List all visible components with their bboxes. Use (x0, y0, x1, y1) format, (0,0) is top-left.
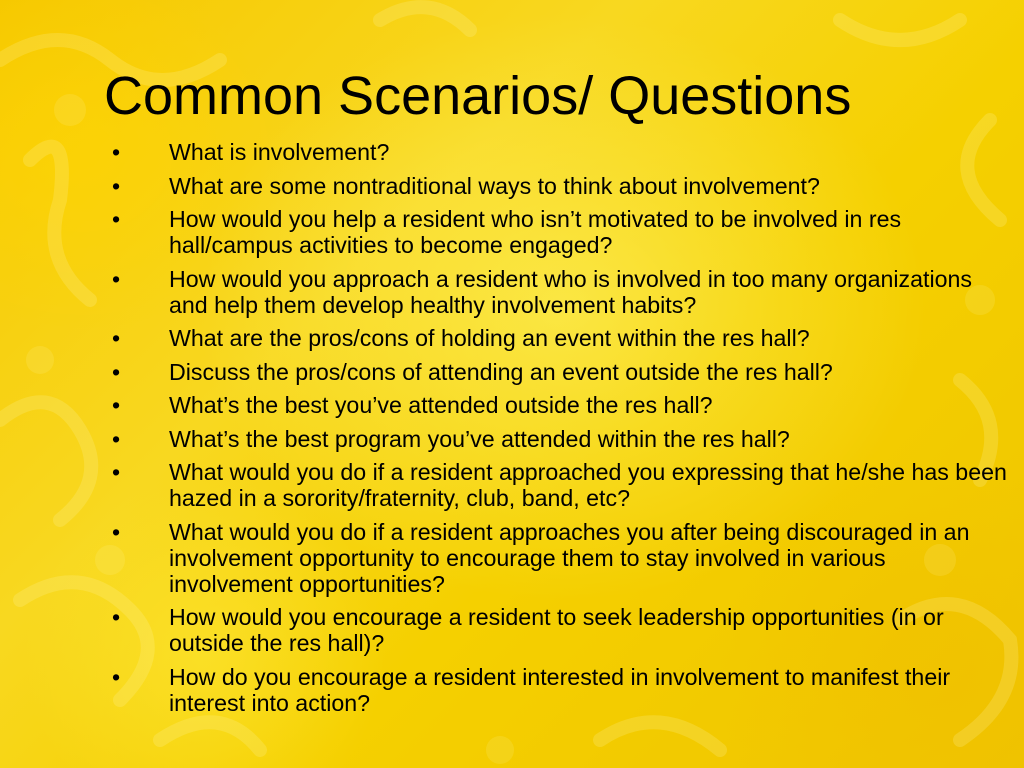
list-item (112, 266, 1012, 318)
list-item-text: How would you encourage a resident to seek leadership opportunities (in or outside the res hall)? (169, 604, 944, 656)
bullet-icon: • (112, 459, 121, 485)
list-item (112, 173, 1012, 199)
bullet-icon: • (112, 663, 121, 690)
list-item-text: What is involvement? (169, 139, 390, 165)
bullet-icon: • (112, 425, 121, 452)
list-item-text: How would you approach a resident who is involved in too many organizations and help them develop healthy involvement habits? (169, 265, 973, 318)
bullet-icon: • (112, 325, 121, 351)
slide-title: Common Scenarios/ Questions (104, 66, 852, 126)
list-item (112, 206, 1012, 258)
list-item-text: What would you do if a resident approaches you after being discouraged in an involvement opportunity to encourage them to stay involved in various involvement opportunities? (169, 518, 970, 597)
list-item-text: What are some nontraditional ways to think about involvement? (169, 172, 820, 199)
list-item-text: How would you help a resident who isn’t motivated to be involved in res hall/campus activities to become engaged? (169, 206, 902, 258)
list-item (112, 459, 1012, 511)
list-item (112, 359, 1012, 385)
list-item (112, 139, 1012, 165)
list-item-text: What’s the best program you’ve attended within the res hall? (169, 425, 790, 452)
bullet-icon: • (112, 358, 121, 385)
list-item (112, 325, 1012, 351)
list-item-text: What are the pros/cons of holding an event within the res hall? (169, 325, 810, 351)
list-item-text: What’s the best you’ve attended outside the res hall? (169, 392, 713, 418)
bullet-icon: • (112, 172, 121, 199)
bullet-icon: • (112, 392, 121, 418)
list-item-text: How do you encourage a resident interested in involvement to manifest their interest into action? (169, 663, 951, 716)
bullet-icon: • (112, 206, 121, 232)
list-item (112, 426, 1012, 452)
question-list (112, 139, 1012, 723)
list-item (112, 392, 1012, 418)
list-item-text: Discuss the pros/cons of attending an event outside the res hall? (169, 358, 833, 385)
bullet-icon: • (112, 139, 121, 165)
bullet-icon: • (112, 604, 121, 630)
list-item (112, 664, 1012, 716)
bullet-icon: • (112, 265, 121, 292)
list-item (112, 519, 1012, 597)
bullet-icon: • (112, 518, 121, 545)
list-item-text: What would you do if a resident approached you expressing that he/she has been hazed in a sorority/fraternity, club, band, etc? (169, 459, 1007, 511)
list-item (112, 604, 1012, 656)
